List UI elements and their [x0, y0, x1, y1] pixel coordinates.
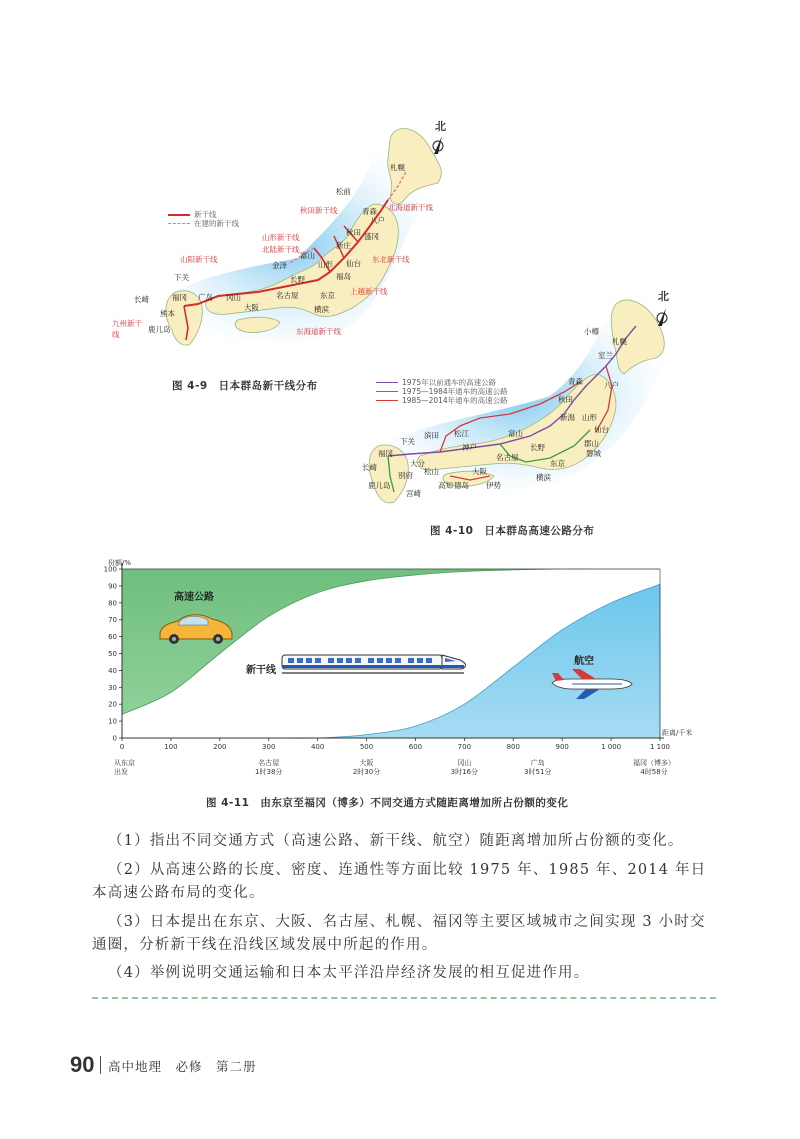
station-time: 4时58分: [640, 768, 668, 776]
city-label: 伊势: [486, 481, 501, 490]
city-label: 八户: [370, 216, 385, 225]
city-label: 山形: [318, 260, 333, 269]
city-label: 福岛: [336, 272, 351, 281]
book-title: 高中地理 必修 第二册: [108, 1059, 257, 1074]
station-name: 广岛: [530, 759, 545, 767]
north-label: 北: [658, 290, 669, 303]
y-tick-label: 90: [108, 582, 117, 591]
x-tick-label: 500: [359, 743, 374, 751]
city-label: 松前: [336, 187, 351, 196]
north-label: 北: [435, 120, 446, 133]
city-label: 滨田: [424, 431, 439, 440]
y-tick-label: 0: [112, 734, 117, 743]
city-label: 札幌: [612, 337, 627, 346]
y-axis-label: 份额/%: [108, 559, 132, 567]
y-tick-label: 40: [108, 666, 117, 675]
legend-label: 1975年以前通车的高速公路: [402, 378, 497, 387]
x-tick-label: 900: [555, 743, 569, 751]
city-label: 松山: [424, 467, 439, 476]
station-time: 3时51分: [524, 768, 552, 776]
x-tick-label: 0: [119, 743, 125, 751]
line-label: 山形新干线: [262, 233, 300, 242]
station-name: 从东京: [114, 759, 135, 767]
city-label: 长崎: [362, 463, 377, 472]
city-label: 福冈: [172, 293, 187, 302]
city-label: 八户: [604, 381, 619, 390]
chart-caption: 图 4-11 由东京至福冈（博多）不同交通方式随距离增加所占份额的变化: [206, 797, 569, 809]
y-tick-label: 50: [108, 650, 117, 658]
x-tick-label: 300: [262, 743, 276, 751]
map2-labels: [0, 0, 800, 520]
city-label: 横滨: [314, 305, 329, 314]
station-name: 大阪: [359, 759, 374, 767]
station-time: 2时30分: [352, 768, 381, 776]
city-label: 名古屋: [276, 291, 299, 300]
city-label: 冈山: [226, 293, 241, 302]
city-label: 鹿儿岛: [148, 325, 171, 334]
city-label: 长野: [290, 275, 305, 284]
line-label: 北海道新干线: [388, 203, 433, 212]
question-4: （4）举例说明交通运输和日本太平洋沿岸经济发展的相互促进作用。: [108, 965, 590, 981]
city-label: 大阪: [472, 467, 487, 476]
city-label: 新潟: [560, 413, 575, 422]
x-tick-label: 800: [506, 743, 520, 751]
city-label: 仙台: [346, 259, 361, 268]
page-number: 90: [70, 1052, 95, 1077]
line-label: 东北新干线: [372, 255, 410, 264]
line-label: 东海道新干线: [296, 327, 341, 336]
city-label: 札幌: [390, 163, 405, 172]
y-tick-label: 100: [103, 565, 117, 574]
city-label: 下关: [174, 273, 189, 282]
city-label: 德岛: [454, 481, 469, 490]
y-tick-label: 60: [108, 633, 117, 642]
line-label: 九州新干线: [112, 319, 142, 339]
city-label: 山形: [582, 413, 597, 422]
legend-label: 新干线: [194, 210, 217, 219]
line-label: 秋田新干线: [300, 206, 338, 215]
city-label: 东京: [550, 459, 565, 468]
legend-label: 在建的新干线: [194, 219, 239, 228]
city-label: 别府: [398, 471, 413, 480]
city-label: 磐城: [586, 449, 601, 458]
city-label: 秋田: [346, 228, 361, 237]
station-time: 出发: [114, 768, 128, 776]
series-label-air: 航空: [574, 656, 594, 667]
city-label: 高知: [438, 481, 453, 490]
legend-label: 1985—2014年通车的高速公路: [402, 396, 508, 405]
city-label: 仙台: [594, 425, 609, 434]
city-label: 青森: [362, 207, 377, 216]
city-label: 秋田: [558, 395, 573, 404]
section-divider: [92, 997, 716, 999]
series-label-highway: 高速公路: [174, 592, 214, 603]
station-name: 冈山: [457, 759, 472, 767]
city-label: 福冈: [378, 449, 393, 458]
question-2: （2）从高速公路的长度、密度、连通性等方面比较 1975 年、1985 年、2014 年日本高速公路布局的变化。: [92, 862, 707, 901]
y-tick-label: 20: [108, 700, 117, 709]
footer-divider: [100, 1056, 101, 1074]
map1-caption: 图 4-9 日本群岛新干线分布: [172, 380, 318, 392]
city-label: 松江: [454, 429, 469, 438]
city-label: 鹿儿岛: [368, 481, 391, 490]
city-label: 大阪: [244, 303, 259, 312]
city-label: 熊本: [160, 309, 175, 318]
city-label: 青森: [568, 377, 583, 386]
city-label: 长野: [530, 443, 545, 452]
city-label: 金泽: [272, 261, 287, 270]
city-label: 宫崎: [406, 489, 421, 498]
city-label: 郡山: [584, 439, 599, 448]
city-label: 盛冈: [364, 232, 379, 241]
legend-label: 1975—1984年通车的高速公路: [402, 387, 508, 396]
series-label-shinkansen: 新干线: [246, 665, 276, 676]
city-label: 横滨: [536, 473, 551, 482]
y-tick-label: 10: [108, 717, 117, 726]
line-label: 北陆新干线: [262, 245, 300, 254]
city-label: 富山: [300, 251, 315, 260]
y-tick-label: 30: [108, 683, 117, 692]
city-label: 室兰: [598, 351, 613, 360]
x-axis-label: 距离/千米: [662, 729, 693, 737]
station-name: 福冈（博多）: [633, 759, 675, 767]
y-tick-label: 70: [108, 616, 117, 625]
map2-caption: 图 4-10 日本群岛高速公路分布: [430, 525, 595, 537]
x-tick-label: 600: [408, 743, 423, 751]
x-tick-label: 100: [164, 743, 178, 751]
y-tick-label: 80: [108, 599, 117, 608]
city-label: 东京: [320, 291, 335, 300]
x-tick-label: 200: [213, 743, 227, 751]
station-name: 名古屋: [258, 759, 280, 767]
city-label: 名古屋: [496, 453, 519, 462]
city-label: 广岛: [198, 293, 213, 302]
city-label: 神户: [462, 443, 477, 452]
city-label: 大分: [410, 459, 425, 468]
station-time: 1时38分: [255, 768, 283, 776]
x-tick-label: 400: [310, 743, 325, 751]
line-label: 上越新干线: [350, 287, 388, 296]
city-label: 新庄: [336, 241, 351, 250]
x-tick-label: 700: [457, 743, 472, 751]
x-tick-label: 1 100: [649, 743, 671, 751]
city-label: 长崎: [134, 295, 149, 304]
question-1: （1）指出不同交通方式（高速公路、新干线、航空）随距离增加所占份额的变化。: [108, 833, 684, 849]
city-label: 小樽: [584, 327, 599, 336]
city-label: 下关: [400, 437, 415, 446]
question-3: （3）日本提出在东京、大阪、名古屋、札幌、福冈等主要区域城市之间实现 3 小时交通圈，分析新干线在沿线区域发展中所起的作用。: [92, 914, 706, 953]
station-time: 3时16分: [450, 768, 479, 776]
city-label: 富山: [508, 429, 523, 438]
x-tick-label: 1 000: [601, 743, 622, 751]
line-label: 山阳新干线: [180, 255, 218, 264]
